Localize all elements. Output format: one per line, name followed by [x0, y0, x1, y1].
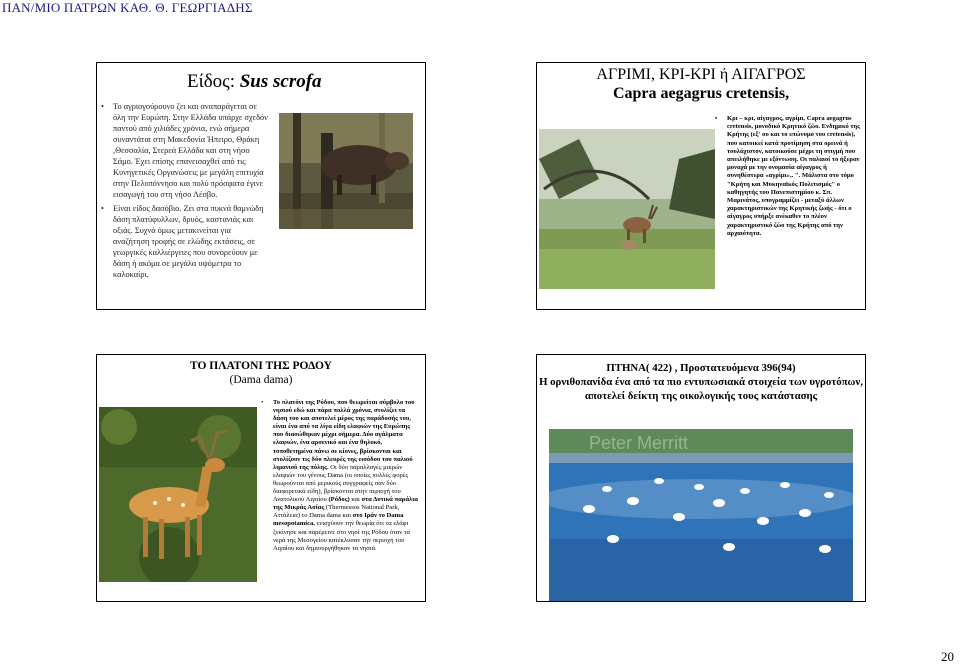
slide-title: ΠΤΗΝΑ( 422) , Προστατευόμενα 396(94) Η ορνιθοπανίδα ένα από τα πιο εντυπωσιακά στοιχεία των υγροτόπων, αποτελεί δείκτη της οικολογικής τους κατάστασης — [539, 362, 863, 402]
kri-kri-photo — [539, 129, 715, 289]
watermark-text: Peter Merritt — [589, 433, 689, 453]
page-header: ΠΑΝ/ΜΙΟ ΠΑΤΡΩΝ ΚΑΘ. Θ. ΓΕΩΡΓΙΑΔΗΣ — [2, 0, 253, 15]
wetland-birds-photo — [549, 429, 853, 601]
slide-wild-boar — [96, 62, 426, 310]
slide-birds — [536, 354, 866, 602]
slide-text — [101, 101, 269, 283]
wild-boar-photo — [279, 113, 413, 229]
slide-kri-kri — [536, 62, 866, 310]
slide-fallow-deer — [96, 354, 426, 602]
bullet-item: • Το αγριογούρουνο ζει και αναπαράγεται σε όλη την Ευρώπη. Στην Ελλάδα υπάρχε σχεδόν παντού από χιλιάδες χρόνια, ενώ σήμερα συναντάται στη Μακεδονία Ήπειρο, Θράκη ,Θεσσαλία, Στερεά Ελλάδα και στη νήσο Σάμο. Έχει επίσης επανεισαχθεί από τις Κυνηγετικές Οργανώσεις με μεγάλη επιτυχία στην Πελοπόννησο και πολύ πρόσφατα έγινε εισαγωγή του στη νήσο Λέσβο. — [101, 101, 269, 200]
bullet-item: • Είναι είδος δασόβιο. Ζει στα πυκνά θαμνώδη δάση πλατύφυλλων, δρυός, καστανιάς και οξιάς. Συχνά όμως μετακινείται για αναζήτηση τροφής σε ελώδης εκτάσεις, σε γεωργικές καλλιέργειες που συνορεύουν με δάση ή ακόμα σε μεγάλα υψόμετρα το καλοκαίρι. — [101, 203, 269, 280]
bullet-item: • Κρι – κρι, αίγαγρος, αγρίμι, Capra aegagrus cretensis, μονοδικό Κρητικό ζώο. Ενδημικό της Κρήτης (εξ' ου και το επώνυμο του cretensis), που κατοικεί κατά προτίμηση στα ορεινά ή τουλάχιστον, κατοικούσε μέχρι τη στιγμή που απειλήθηκε με εξόντωση. Οι παλαιοί το ήξεραν μοναχά με την ονομασία αίγαγρος ή συνηθέστερα «αγρίμι»,. ". Μάλιστα στο τόμο "Κρήτη και Μυκηναϊκός Πολιτισμός" ο καθηγητής του Πανεπιστημίου κ. Σπ. Μαρινάτος, υπογραμμίζει - μεταξύ άλλων χαρακτηριστικών της Κρητικής ζωής - ότι ο αίγαγρος υπήρξε ανέκαθεν το πλέον χαρακτηριστικό ζώο της Κρήτης από την αρχαιότητα. — [715, 115, 861, 238]
slide-title: ΤΟ ΠΛΑΤΟΝΙ ΤΗΣ ΡΟΔΟΥ (Dama dama) — [190, 360, 332, 386]
slide-title: ΑΓΡΙΜΙ, ΚΡΙ-ΚΡΙ ή ΑΙΓΑΓΡΟΣ Capra aegagrus cretensis, — [596, 66, 806, 102]
slide-text — [261, 399, 421, 553]
fallow-deer-photo — [99, 407, 257, 582]
bullet-item: • Το πλατόνι της Ρόδου, που θεωρείται σύμβολο του νησιού εδώ και πάρα πολλά χρόνια, στολίζει τα δάση του και αποτελεί μέρος της παράδοσής του, είναι ένα από τα λίγα είδη ελαφιών της Ευρώπης που διασώθηκαν μέχρι σήμερα. Δύο αγάλματα ελαφιών, ένα αρσενικό και ένα θηλυκό, τοποθετημένα πάνω σε κίονες, βρίσκονται και στολίζουν τις δύο πλευρές της εισόδου του παλιού λιμανιού της πόλης. Οι δύο παραλλαγές μικρών ελαφιών του γένους Dama (οι οποίες πολλές φορές θεωρούνται από μερικούς συγγραφείς σαν δύο διαφορετικά είδη), βρίσκονται στην περιοχή του Ανατολικού Αιγαίου (Ρόδος) και στα Δυτικά παράλια της Μικράς Ασίας (Thermessos National Park, Αττάλεια) το Dama dama και στο Ιράν το Dama mesopotamica, ενισχύουν την θεωρία ότι τα ελάφι ξεκίνησε και παρέμεινε στο νησί της Ρόδου όταν τα νερά της Μεσογείου κατέκλυσαν την περιοχή του Αιγαίου και δημιουργήθηκαν τα νησιά. — [261, 399, 421, 553]
page-number: 20 — [941, 649, 954, 664]
slide-title: Είδος: Sus scrofa — [187, 71, 322, 92]
slide-text — [715, 115, 861, 238]
